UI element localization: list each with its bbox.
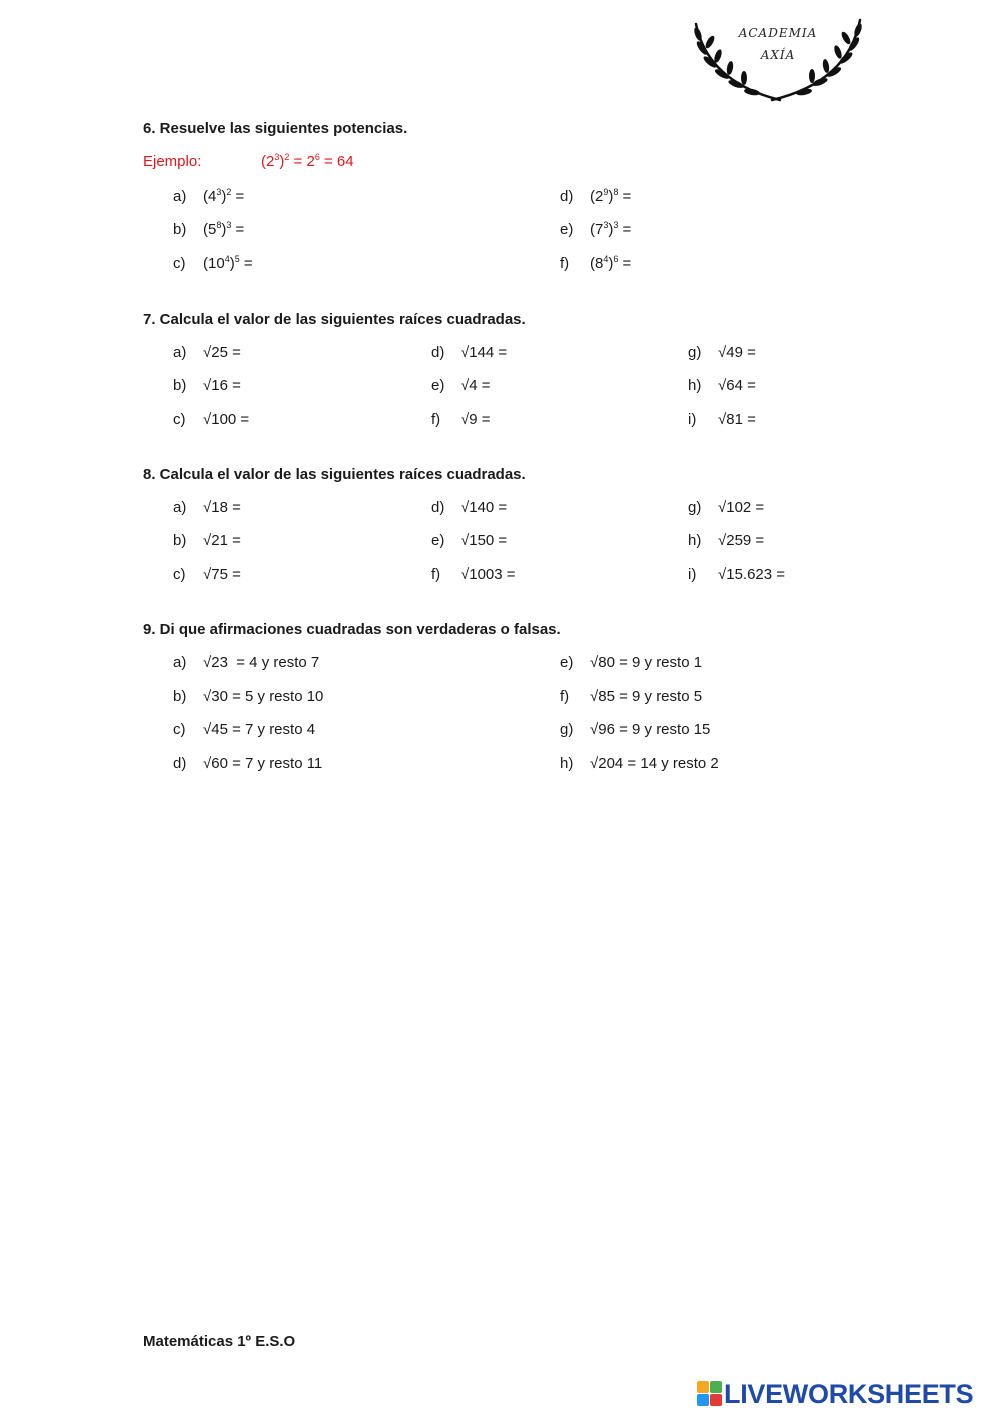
example-row <box>143 152 354 170</box>
ex9-item-d: d) √60 = 7 y resto 11 <box>173 755 323 772</box>
ex6-item-d: d) $(2^9)^8$ = <box>560 187 632 205</box>
exercise-8-title: 8. Calcula el valor de las siguientes raíces cuadradas. <box>143 466 526 483</box>
ex7-item-b: b) √16 = <box>173 377 241 394</box>
exercise-9-title: 9. Di que afirmaciones cuadradas son verdaderas o falsas. <box>143 621 561 638</box>
ex6-item-c: c) $(10^4)^5$ = <box>173 254 253 272</box>
ex7-item-h: h) √64 = <box>688 377 756 394</box>
ex7-item-e: e) √4 = <box>431 377 491 394</box>
ex8-item-c: c) √75 = <box>173 566 241 583</box>
ex6-item-e: e) $(7^3)^3$ = <box>560 220 632 238</box>
ex7-item-f: f) √9 = <box>431 411 491 428</box>
ex9-item-f: f) √85 = 9 y resto 5 <box>560 688 703 705</box>
ex7-item-a: a) √25 = <box>173 344 241 361</box>
ex7-item-d: d) √144 = <box>431 344 508 361</box>
exercise-6-title: 6. Resuelve las siguientes potencias. <box>143 120 408 137</box>
ex9-item-h: h) √204 = 14 y resto 2 <box>560 755 719 772</box>
ex9-item-g: g) √96 = 9 y resto 15 <box>560 721 711 738</box>
liveworksheets-badge-icon <box>697 1381 723 1407</box>
ex6-item-a: a) $(4^3)^2$ = <box>173 187 245 205</box>
academia-axia-logo <box>688 12 868 104</box>
ex8-item-h: h) √259 = <box>688 532 765 549</box>
ex8-item-g: g) √102 = <box>688 499 765 516</box>
ex7-item-i: i) √81 = <box>688 411 756 428</box>
ex9-item-c: c) √45 = 7 y resto 4 <box>173 721 316 738</box>
exercise-7-title: 7. Calcula el valor de las siguientes raíces cuadradas. <box>143 311 526 328</box>
ex7-item-g: g) √49 = <box>688 344 756 361</box>
ex8-item-b: b) √21 = <box>173 532 241 549</box>
example-label: Ejemplo: <box>143 153 202 170</box>
ex9-item-e: e) √80 = 9 y resto 1 <box>560 654 703 671</box>
example-expression: $(2^3)^2 = 2^6 = 64$ <box>261 152 354 170</box>
ex9-item-a: a) √23 = 4 y resto 7 <box>173 654 320 671</box>
ex8-item-i: i) √15.623 = <box>688 566 786 583</box>
ex8-item-e: e) √150 = <box>431 532 508 549</box>
ex6-item-b: b) $(5^8)^3$ = <box>173 220 245 238</box>
footer-subject: Matemáticas 1º E.S.O <box>143 1333 296 1350</box>
logo-line-1: ACADEMIA <box>738 26 818 40</box>
ex8-item-d: d) √140 = <box>431 499 508 516</box>
logo-line-2: AXÍA <box>760 48 796 62</box>
ex9-item-b: b) √30 = 5 y resto 10 <box>173 688 324 705</box>
ex8-item-f: f) √1003 = <box>431 566 516 583</box>
ex6-item-f: f) $(8^4)^6$ = <box>560 254 632 272</box>
liveworksheets-wordmark: LIVEWORKSHEETS <box>724 1379 974 1409</box>
ex7-item-c: c) √100 = <box>173 411 250 428</box>
ex8-item-a: a) √18 = <box>173 499 241 516</box>
